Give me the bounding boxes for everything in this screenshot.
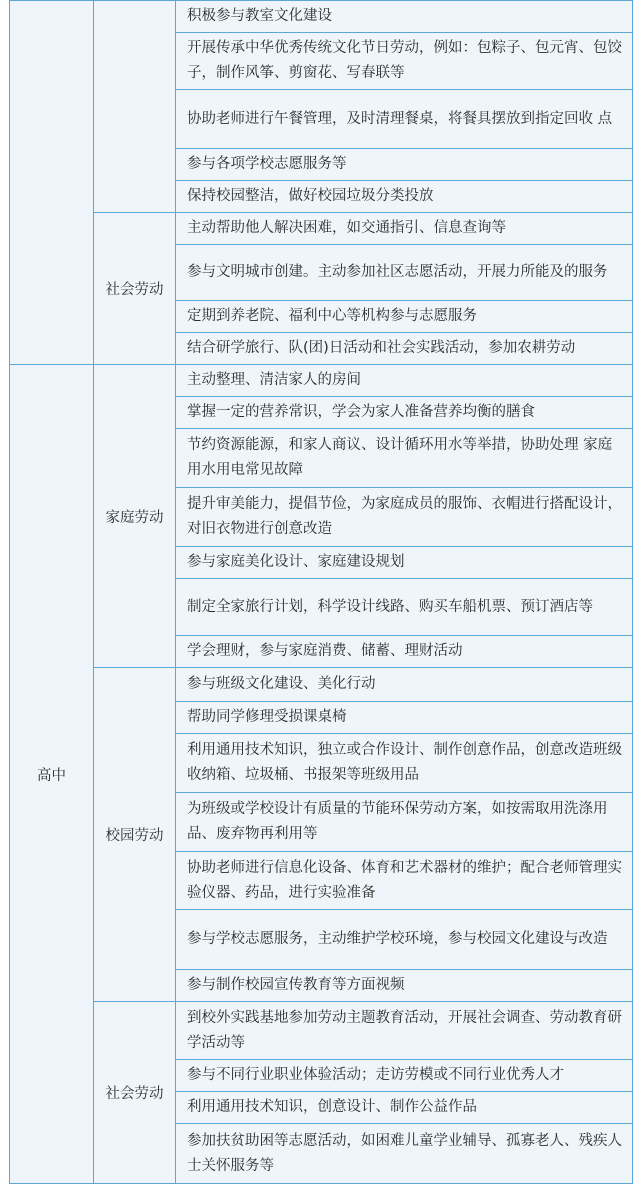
item-text: 参与不同行业职业体验活动；走访劳模或不同行业优秀人才 <box>187 1067 564 1083</box>
item-cell <box>176 668 633 702</box>
category-cell <box>94 1 176 213</box>
item-text: 积极参与教室文化建设 <box>187 8 332 24</box>
item-text: 参与制作校园宣传教育等方面视频 <box>187 977 405 993</box>
item-text: 参与家庭美化设计、家庭建设规划 <box>187 554 405 570</box>
item-text: 参与文明城市创建。主动参加社区志愿活动，开展力所能及的服务 <box>187 264 608 280</box>
table-row <box>10 1 633 33</box>
item-text: 参与各项学校志愿服务等 <box>187 156 347 172</box>
table-row <box>10 1002 633 1060</box>
item-cell <box>176 365 633 397</box>
category-cell <box>94 1002 176 1184</box>
item-text: 参与学校志愿服务，主动维护学校环境，参与校园文化建设与改造 <box>187 931 608 947</box>
item-cell <box>176 333 633 365</box>
item-text: 定期到养老院、福利中心等机构参与志愿服务 <box>187 308 477 324</box>
item-cell <box>176 1002 633 1060</box>
item-cell <box>176 149 633 181</box>
item-cell <box>176 547 633 579</box>
labor-education-table <box>9 0 633 1184</box>
item-text: 帮助同学修理受损课桌椅 <box>187 709 347 725</box>
item-text: 参加扶贫助困等志愿活动，如困难儿童学业辅导、孤寡老人、残疾人士关怀服务等 <box>187 1132 622 1174</box>
item-cell <box>176 181 633 213</box>
item-cell <box>176 488 633 547</box>
item-text: 为班级或学校设计有质量的节能环保劳动方案，如按需取用洗涤用品、废弃物再利用等 <box>187 801 608 842</box>
item-cell <box>176 734 633 793</box>
category-cell <box>94 365 176 668</box>
category-label: 校园劳动 <box>105 828 164 844</box>
level-cell <box>10 1 94 365</box>
item-cell <box>176 33 633 90</box>
category-cell <box>94 213 176 365</box>
item-text: 参与班级文化建设、美化行动 <box>187 676 376 692</box>
item-text: 提升审美能力，提倡节俭，为家庭成员的服饰、衣帽进行搭配设计，对旧衣物进行创意改造 <box>187 496 622 537</box>
item-text: 协助老师进行信息化设备、体育和艺术器材的维护；配合老师管理实验仪器、药品，进行实验准备 <box>187 859 622 901</box>
category-label: 社会劳动 <box>105 282 164 298</box>
item-cell <box>176 1124 633 1184</box>
level-cell <box>10 365 94 1184</box>
item-cell <box>176 245 633 301</box>
item-cell <box>176 1092 633 1124</box>
item-text: 主动帮助他人解决困难，如交通指引、信息查询等 <box>187 220 506 236</box>
table-row <box>10 668 633 702</box>
table-body <box>10 1 633 1184</box>
item-text: 掌握一定的营养常识，学会为家人准备营养均衡的膳食 <box>187 404 535 420</box>
item-text: 到校外实践基地参加劳动主题教育活动，开展社会调查、劳动教育研学活动等 <box>187 1009 622 1051</box>
item-text: 学会理财，参与家庭消费、储蓄、理财活动 <box>187 643 463 659</box>
item-text: 开展传承中华优秀传统文化节日劳动，例如：包粽子、包元宵、包饺子，制作风筝、剪窗花、写春联等 <box>187 40 622 81</box>
item-text: 主动整理、清洁家人的房间 <box>187 372 361 388</box>
item-text: 利用通用技术知识，创意设计、制作公益作品 <box>187 1099 477 1115</box>
item-cell <box>176 702 633 734</box>
item-text: 保持校园整洁，做好校园垃圾分类投放 <box>187 188 434 204</box>
table-row <box>10 213 633 245</box>
category-cell <box>94 668 176 1002</box>
item-text: 节约资源能源，和家人商议、设计循环用水等举措，协助处理 家庭用水用电常见故障 <box>187 437 613 478</box>
item-text: 结合研学旅行、队(团)日活动和社会实践活动，参加农耕劳动 <box>187 340 576 356</box>
item-cell <box>176 429 633 488</box>
item-text: 协助老师进行午餐管理，及时清理餐桌，将餐具摆放到指定回收 点 <box>187 110 613 127</box>
item-cell <box>176 1060 633 1092</box>
item-text: 利用通用技术知识，独立或合作设计、制作创意作品，创意改造班级收纳箱、垃圾桶、书报架等班级用品 <box>187 742 622 783</box>
item-cell <box>176 910 633 970</box>
table-row <box>10 365 633 397</box>
category-label: 家庭劳动 <box>105 509 164 526</box>
item-cell <box>176 793 633 852</box>
item-cell <box>176 90 633 149</box>
item-cell <box>176 213 633 245</box>
item-cell <box>176 970 633 1002</box>
item-cell <box>176 579 633 636</box>
item-cell <box>176 397 633 429</box>
item-cell <box>176 636 633 668</box>
item-text: 制定全家旅行计划，科学设计线路、购买车船机票、预订酒店等 <box>187 598 593 615</box>
item-cell <box>176 1 633 33</box>
category-label: 社会劳动 <box>105 1086 164 1102</box>
item-cell <box>176 852 633 910</box>
item-cell <box>176 301 633 333</box>
level-label: 高中 <box>37 767 66 784</box>
